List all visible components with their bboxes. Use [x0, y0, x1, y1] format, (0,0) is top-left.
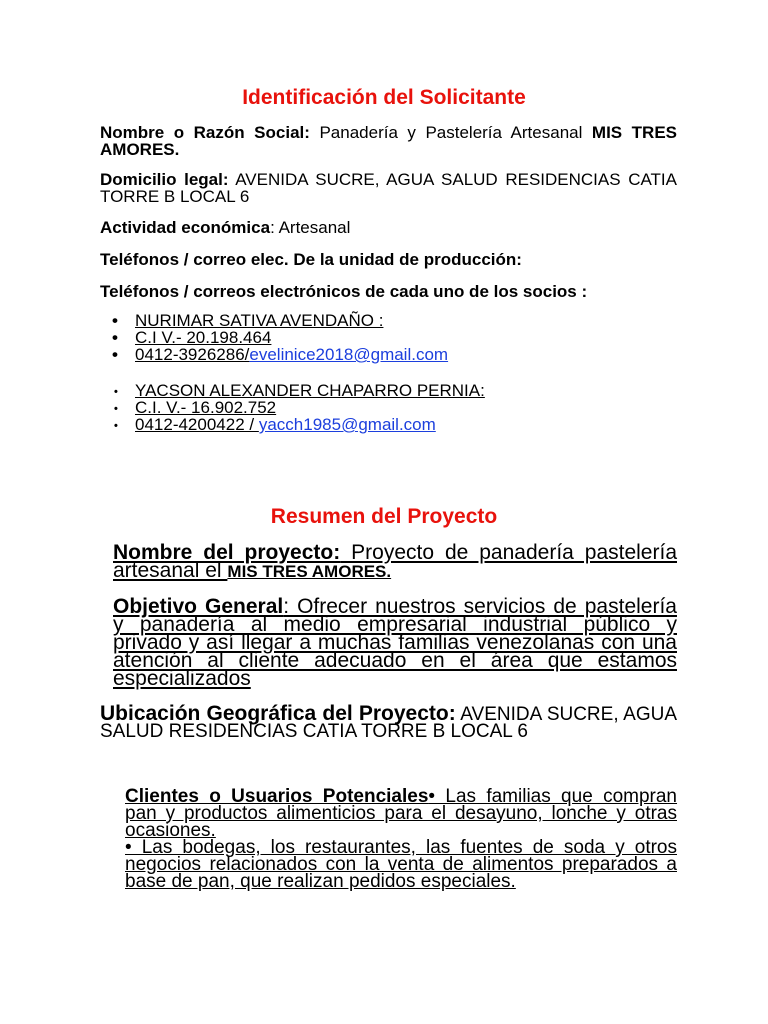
socio-1-name: NURIMAR SATIVA AVENDAÑO :	[135, 311, 384, 330]
list-item: • YACSON ALEXANDER CHAPARRO PERNIA:	[114, 381, 485, 400]
actividad-label: Actividad económica	[100, 218, 271, 237]
razon-label: Nombre o Razón Social:	[100, 123, 310, 142]
ubicacion-value: AVENIDA SUCRE, AGUA SALUD RESIDENCIAS CATIA TORRE B LOCAL 6	[100, 704, 677, 742]
socio-1-phone: 0412-3926286/	[135, 345, 250, 364]
nombre-value: Proyecto de panadería pastelería artesanal el	[113, 541, 677, 582]
socio-2-list	[112, 382, 485, 433]
ubicacion-label: Ubicación Geográfica del Proyecto:	[100, 702, 456, 725]
clientes-item-1: • Las familias que compran pan y productos alimenticios para el desayuno, lonche y otras ocasiones.	[125, 786, 678, 841]
list-item: • C.I. V.- 16.902.752	[114, 398, 277, 417]
socio-1-ci: C.I V.- 20.198.464	[135, 328, 272, 347]
list-item: • 0412-3926286/evelinice2018@gmail.com	[112, 345, 449, 364]
resumen-heading: Resumen del Proyecto	[270, 505, 498, 528]
nombre-proyecto	[113, 541, 677, 582]
razon-value: Panadería y Pastelería Artesanal	[319, 123, 583, 142]
razon-social	[100, 124, 677, 158]
telefonos-unidad: Teléfonos / correo elec. De la unidad de producción:	[100, 250, 522, 269]
razon-bold: MIS TRES AMORES.	[100, 123, 678, 159]
actividad-value: : Artesanal	[270, 218, 351, 237]
socio-1-list	[112, 312, 448, 363]
domicilio-label: Domicilio legal:	[100, 170, 229, 189]
socio-2-ci: C.I. V.- 16.902.752	[135, 398, 277, 417]
list-item: • NURIMAR SATIVA AVENDAÑO :	[112, 311, 384, 330]
nombre-label: Nombre del proyecto:	[113, 541, 341, 564]
objetivo-general	[113, 595, 677, 690]
domicilio-legal	[100, 171, 677, 205]
clientes-label: Clientes o Usuarios Potenciales	[125, 786, 429, 807]
clientes-potenciales	[125, 788, 677, 890]
actividad-economica	[100, 219, 677, 236]
socio-2-name: YACSON ALEXANDER CHAPARRO PERNIA:	[135, 381, 485, 400]
socio-2-phone: 0412-4200422 /	[135, 415, 259, 434]
ubicacion-geografica	[100, 702, 677, 742]
list-item: • 0412-4200422 / yacch1985@gmail.com	[114, 415, 436, 434]
nombre-bold: MIS TRES AMORES.	[227, 562, 392, 581]
socio-2-email-link[interactable]: yacch1985@gmail.com	[258, 415, 436, 434]
domicilio-value: AVENIDA SUCRE, AGUA SALUD RESIDENCIAS CATIA TORRE B LOCAL 6	[100, 170, 677, 206]
socio-1-email-link[interactable]: evelinice2018@gmail.com	[249, 345, 449, 364]
list-item: • C.I V.- 20.198.464	[112, 328, 272, 347]
telefonos-socios: Teléfonos / correos electrónicos de cada uno de los socios :	[100, 282, 588, 301]
objetivo-label: Objetivo General	[113, 595, 284, 618]
objetivo-value: : Ofrecer nuestros servicios de pastelería y panadería al medio empresarial industrial público y privado y así llegar a muchas familias venezolanas con una atención al cliente adecuado en el área que estamos especializados	[113, 595, 677, 690]
clientes-item-2: • Las bodegas, los restaurantes, las fuentes de soda y otros negocios relacionados con la venta de alimentos preparados a base de pan, que realizan pedidos especiales.	[125, 837, 677, 892]
solicitante-heading: Identificación del Solicitante	[242, 86, 526, 109]
